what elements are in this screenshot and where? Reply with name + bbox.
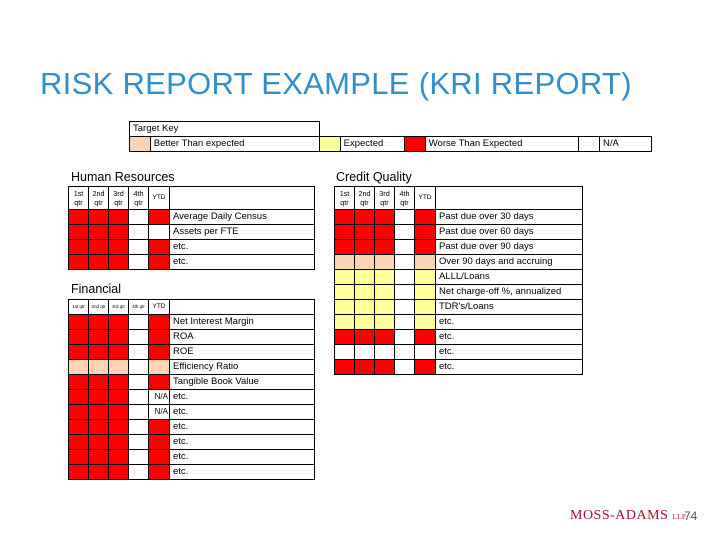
status-cell	[395, 225, 415, 240]
status-cell	[89, 390, 109, 405]
row-label: ROE	[170, 345, 315, 360]
status-cell	[89, 345, 109, 360]
section-title-human-resources: Human Resources	[71, 170, 175, 184]
status-cell	[415, 285, 436, 300]
status-cell	[355, 300, 375, 315]
row-label: Average Daily Census	[170, 210, 315, 225]
table-row	[69, 240, 315, 255]
key-swatch-yellow	[319, 137, 340, 152]
status-cell	[395, 360, 415, 375]
table-header-row	[335, 187, 583, 210]
column-header: 3rd qtr	[109, 300, 129, 315]
status-cell	[335, 315, 355, 330]
table-row	[335, 300, 583, 315]
row-label: Past due over 60 days	[436, 225, 583, 240]
status-cell	[129, 405, 149, 420]
table-row	[69, 360, 315, 375]
status-cell	[129, 465, 149, 480]
status-cell	[355, 330, 375, 345]
status-cell	[149, 450, 170, 465]
status-cell	[375, 210, 395, 225]
row-label: Past due over 90 days	[436, 240, 583, 255]
column-header: 2nd qtr	[355, 187, 375, 210]
status-cell	[129, 330, 149, 345]
column-header: 3rd qtr	[109, 187, 129, 210]
table-row	[69, 330, 315, 345]
row-label: etc.	[170, 450, 315, 465]
status-cell	[415, 345, 436, 360]
status-cell	[355, 255, 375, 270]
table-row	[69, 390, 315, 405]
status-cell	[69, 390, 89, 405]
status-cell	[149, 315, 170, 330]
status-cell	[395, 210, 415, 225]
table-row	[69, 315, 315, 330]
column-header: 1st qtr	[69, 300, 89, 315]
status-cell	[69, 435, 89, 450]
status-cell	[415, 225, 436, 240]
status-cell	[375, 345, 395, 360]
status-cell	[415, 240, 436, 255]
status-cell	[395, 270, 415, 285]
status-cell	[395, 285, 415, 300]
status-cell	[355, 285, 375, 300]
status-cell	[129, 345, 149, 360]
status-cell	[109, 450, 129, 465]
status-cell	[69, 360, 89, 375]
column-header: YTD	[149, 300, 170, 315]
section-title-credit-quality: Credit Quality	[336, 170, 412, 184]
status-cell	[129, 375, 149, 390]
status-cell	[149, 375, 170, 390]
row-label: etc.	[170, 255, 315, 270]
status-cell	[375, 225, 395, 240]
table-row	[335, 330, 583, 345]
status-cell	[89, 330, 109, 345]
status-cell	[69, 450, 89, 465]
row-label: Net Interest Margin	[170, 315, 315, 330]
target-key-table	[129, 121, 652, 152]
column-header: 2nd qtr	[89, 300, 109, 315]
status-cell	[375, 315, 395, 330]
row-label: etc.	[170, 390, 315, 405]
column-header: YTD	[149, 187, 170, 210]
status-cell	[109, 240, 129, 255]
status-cell	[395, 345, 415, 360]
status-cell	[109, 255, 129, 270]
status-cell	[129, 210, 149, 225]
status-cell	[89, 420, 109, 435]
status-cell	[415, 255, 436, 270]
table-row	[69, 435, 315, 450]
status-cell	[129, 435, 149, 450]
status-cell	[129, 450, 149, 465]
row-label: ALLL/Loans	[436, 270, 583, 285]
status-cell	[69, 225, 89, 240]
column-header: 3rd qtr	[375, 187, 395, 210]
status-cell	[149, 360, 170, 375]
status-cell	[69, 375, 89, 390]
table-row	[335, 270, 583, 285]
row-label: etc.	[436, 315, 583, 330]
status-cell	[395, 330, 415, 345]
status-cell	[149, 225, 170, 240]
row-label: Tangible Book Value	[170, 375, 315, 390]
status-cell	[89, 360, 109, 375]
status-cell	[149, 435, 170, 450]
status-cell	[109, 210, 129, 225]
row-label: etc.	[170, 240, 315, 255]
status-cell	[415, 315, 436, 330]
key-label: Expected	[340, 137, 404, 152]
status-cell	[69, 315, 89, 330]
status-cell	[89, 240, 109, 255]
status-cell	[89, 375, 109, 390]
table-row	[69, 420, 315, 435]
table-row	[69, 450, 315, 465]
row-label: Past due over 30 days	[436, 210, 583, 225]
status-cell	[69, 210, 89, 225]
table-row	[69, 225, 315, 240]
status-cell: N/A	[149, 390, 170, 405]
table-row	[69, 345, 315, 360]
status-cell	[109, 465, 129, 480]
status-cell	[415, 300, 436, 315]
table-header-row	[69, 187, 315, 210]
key-swatch-white	[579, 137, 600, 152]
status-cell	[89, 405, 109, 420]
key-swatch-peach	[130, 137, 151, 152]
status-cell	[335, 360, 355, 375]
status-cell	[375, 270, 395, 285]
status-cell	[129, 255, 149, 270]
status-cell	[149, 420, 170, 435]
status-cell	[149, 255, 170, 270]
status-cell	[335, 285, 355, 300]
table-row	[335, 360, 583, 375]
status-cell	[415, 210, 436, 225]
row-label: Efficiency Ratio	[170, 360, 315, 375]
row-label: etc.	[170, 405, 315, 420]
status-cell	[109, 390, 129, 405]
table-row	[69, 405, 315, 420]
row-label: etc.	[436, 360, 583, 375]
moss-adams-logo: MOSS-ADAMS LLP	[570, 508, 687, 523]
status-cell	[109, 375, 129, 390]
status-cell	[355, 270, 375, 285]
status-cell	[375, 240, 395, 255]
status-cell	[149, 465, 170, 480]
table-row	[335, 315, 583, 330]
status-cell	[149, 240, 170, 255]
column-header: YTD	[415, 187, 436, 210]
table-header-row	[69, 300, 315, 315]
status-cell	[109, 360, 129, 375]
status-cell	[89, 435, 109, 450]
status-cell	[129, 420, 149, 435]
column-header: 4th qtr	[129, 187, 149, 210]
table-row	[335, 255, 583, 270]
status-cell	[109, 330, 129, 345]
table-row	[335, 240, 583, 255]
table-row	[69, 255, 315, 270]
status-cell	[335, 330, 355, 345]
status-cell	[109, 405, 129, 420]
table-row	[69, 210, 315, 225]
status-cell	[149, 330, 170, 345]
status-cell	[89, 255, 109, 270]
row-label: TDR's/Loans	[436, 300, 583, 315]
status-cell	[69, 465, 89, 480]
status-cell	[69, 345, 89, 360]
status-cell	[355, 360, 375, 375]
status-cell	[355, 240, 375, 255]
key-label: Worse Than Expected	[425, 137, 579, 152]
status-cell	[109, 315, 129, 330]
status-cell	[355, 225, 375, 240]
status-cell	[89, 315, 109, 330]
row-label: Over 90 days and accruing	[436, 255, 583, 270]
status-cell	[89, 450, 109, 465]
row-label: etc.	[170, 465, 315, 480]
status-cell	[149, 210, 170, 225]
status-cell	[395, 255, 415, 270]
status-cell	[69, 255, 89, 270]
table-row	[69, 465, 315, 480]
row-label: Assets per FTE	[170, 225, 315, 240]
row-label: etc.	[436, 330, 583, 345]
status-cell	[395, 300, 415, 315]
status-cell	[355, 345, 375, 360]
table-row	[335, 210, 583, 225]
column-header: 1st qtr	[69, 187, 89, 210]
row-label: ROA	[170, 330, 315, 345]
status-cell	[395, 315, 415, 330]
key-label: Better Than expected	[150, 137, 319, 152]
status-cell	[375, 285, 395, 300]
status-cell: N/A	[149, 405, 170, 420]
status-cell	[149, 345, 170, 360]
status-cell	[109, 435, 129, 450]
status-cell	[109, 345, 129, 360]
human-resources-table	[68, 186, 315, 270]
status-cell	[89, 210, 109, 225]
status-cell	[69, 240, 89, 255]
status-cell	[415, 270, 436, 285]
status-cell	[129, 240, 149, 255]
row-label: etc.	[436, 345, 583, 360]
status-cell	[109, 225, 129, 240]
table-row	[69, 375, 315, 390]
table-row	[335, 345, 583, 360]
status-cell	[335, 225, 355, 240]
slide-title: RISK REPORT EXAMPLE (KRI REPORT)	[40, 66, 632, 101]
target-key-row	[130, 137, 652, 152]
column-header: 2nd qtr	[89, 187, 109, 210]
table-row	[335, 225, 583, 240]
status-cell	[129, 390, 149, 405]
financial-table	[68, 299, 315, 480]
row-label: etc.	[170, 435, 315, 450]
status-cell	[89, 225, 109, 240]
status-cell	[335, 240, 355, 255]
status-cell	[69, 330, 89, 345]
status-cell	[109, 420, 129, 435]
status-cell	[375, 255, 395, 270]
status-cell	[395, 240, 415, 255]
key-swatch-red	[404, 137, 425, 152]
status-cell	[129, 360, 149, 375]
status-cell	[415, 360, 436, 375]
table-row	[335, 285, 583, 300]
status-cell	[415, 330, 436, 345]
status-cell	[335, 255, 355, 270]
row-label: Net charge-off %, annualized	[436, 285, 583, 300]
status-cell	[69, 405, 89, 420]
target-key-title: Target Key	[130, 122, 320, 137]
column-header: 4th qtr	[129, 300, 149, 315]
status-cell	[335, 210, 355, 225]
section-title-financial: Financial	[71, 282, 122, 296]
status-cell	[129, 225, 149, 240]
status-cell	[355, 210, 375, 225]
status-cell	[375, 300, 395, 315]
status-cell	[129, 315, 149, 330]
status-cell	[69, 420, 89, 435]
column-header: 1st qtr	[335, 187, 355, 210]
status-cell	[375, 330, 395, 345]
key-label: N/A	[600, 137, 652, 152]
status-cell	[375, 360, 395, 375]
status-cell	[355, 315, 375, 330]
column-header: 4th qtr	[395, 187, 415, 210]
page-number: 74	[684, 509, 698, 523]
status-cell	[335, 345, 355, 360]
credit-quality-table	[334, 186, 583, 375]
status-cell	[89, 465, 109, 480]
row-label: etc.	[170, 420, 315, 435]
status-cell	[335, 270, 355, 285]
status-cell	[335, 300, 355, 315]
